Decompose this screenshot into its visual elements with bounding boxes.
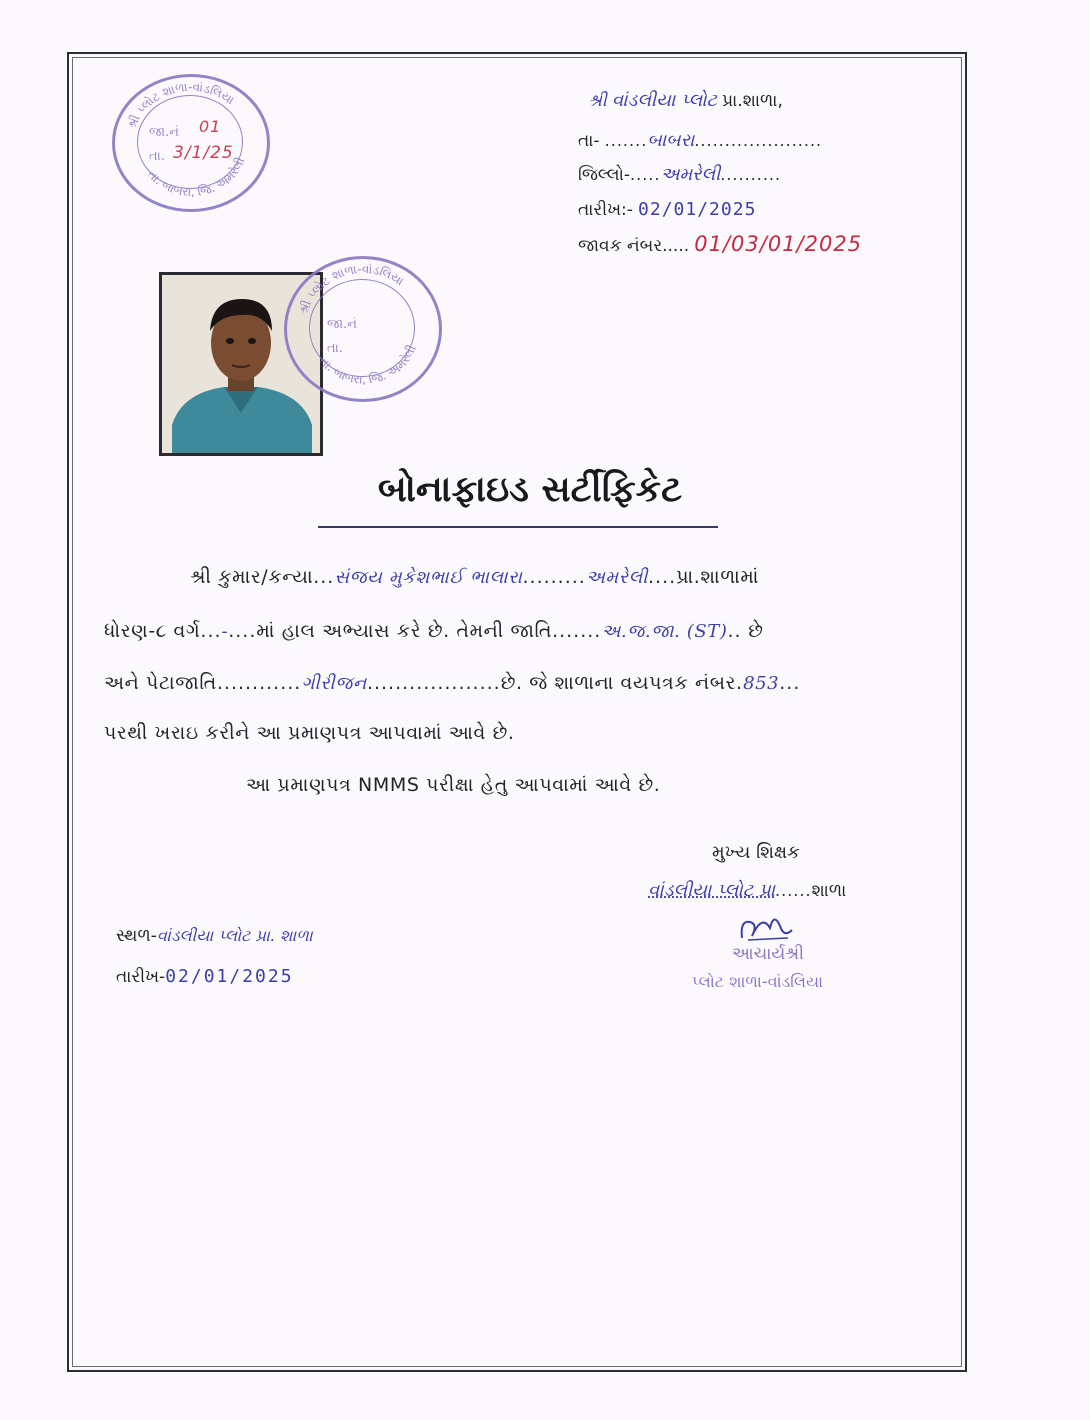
body-line-1: શ્રી કુમાર/કન્યા...સંજય મુકેશભાઈ ભાલારા.........અમરેલી....પ્રા.શાળામાં	[190, 566, 760, 588]
student-name: સંજય મુકેશભાઈ ભાલારા	[334, 567, 523, 588]
l1-suffix: પ્રા.શાળામાં	[676, 566, 760, 588]
stamp-bottom-text: તા. બાબરા, જિ. અમરેલી	[144, 155, 248, 199]
head-teacher-title: મુખ્ય શિક્ષક	[712, 842, 800, 863]
school-stamp-top	[112, 74, 270, 212]
footer-date-label: તારીખ-	[116, 967, 166, 987]
body-line-4: પરથી ખરાઇ કરીને આ પ્રમાણપત્ર આપવામાં આવે છે.	[104, 722, 515, 744]
l3-prefix: અને પેટાજાતિ	[104, 672, 217, 694]
footer-date-hand: 02/01/2025	[165, 966, 294, 987]
stamp-inward-label-2: જા.નં	[327, 317, 357, 332]
body-line-3: અને પેટાજાતિ............ગીરીજન...................છે. જે શાળાના વયપત્રક નંબર.853...	[104, 672, 801, 694]
footer-date-line	[116, 966, 294, 987]
l2-suffix: છે	[748, 620, 764, 642]
stamp-ring-text-2: શ્રી પ્લોટ શાળા-વાંડલિયા	[296, 261, 407, 316]
l3-mid: છે. જે શાળાના વયપત્રક નંબર	[500, 672, 737, 694]
stamp-bottom-text-2: તા. બાબરા, જિ. અમરેલી	[316, 342, 419, 387]
district-line: જિલ્લો-.....અમરેલી..........	[578, 164, 782, 185]
signature-school-suffix: શાળા	[811, 881, 847, 901]
l1-prefix: શ્રી કુમાર/કન્યા	[190, 566, 314, 588]
principal-signature	[736, 908, 796, 948]
body-line-2: ધોરણ-૮ વર્ગ...-....માં હાલ અભ્યાસ કરે છે. તેમની જાતિ.......અ.જ.જા. (ST).. છે	[104, 620, 764, 642]
school-stamp-photo	[284, 256, 442, 402]
taluka-hand: બાબરા	[647, 130, 695, 151]
stamp-date-prefix-2: તા.	[327, 341, 343, 356]
l1-school-hand: અમરેલી	[585, 567, 649, 588]
stamp-ring-text: શ્રી પ્લોટ શાળા-વાંડલિયા	[124, 79, 237, 131]
stamp-date-value: 3/1/25	[173, 143, 234, 163]
district-label: જિલ્લો-	[578, 165, 631, 185]
district-hand: અમરેલી	[660, 164, 721, 185]
signature-school-line: વાંડલીયા પ્લોટ પ્રા......શાળા	[648, 880, 847, 901]
date-hand: 02/01/2025	[638, 199, 757, 220]
title-underline	[318, 526, 718, 528]
stamp-inward-no: 01	[199, 117, 222, 136]
place-line	[116, 926, 313, 946]
subcaste-hand: ગીરીજન	[301, 673, 367, 694]
outward-label: જાવક નંબર.....	[578, 236, 690, 256]
place-label: સ્થળ-	[116, 926, 157, 946]
school-name-hand: વાંડલીયા પ્લોટ	[611, 90, 718, 111]
principal-school: પ્લોટ શાળા-વાંડલિયા	[692, 972, 824, 991]
outward-hand: 01/03/01/2025	[694, 232, 863, 256]
certificate-title: બોનાફાઇડ સર્ટીફિકેટ	[377, 468, 683, 510]
school-line	[588, 90, 783, 111]
class-hand: -	[221, 621, 229, 642]
svg-text:શ્રી પ્લોટ શાળા-વાંડલિયા	[296, 262, 406, 316]
place-hand: વાંડલીયા પ્લોટ પ્રા. શાળા	[156, 926, 313, 945]
stamp-date-prefix: તા.	[149, 149, 165, 164]
taluka-line: તા- .......બાબરા.....................	[578, 130, 823, 151]
stamp-inward-label: જા.નં	[149, 125, 179, 140]
body-line-5: આ પ્રમાણપત્ર NMMS પરીક્ષા હેતુ આપવામાં આવે છે.	[246, 774, 661, 796]
signature-school-hand: વાંડલીયા પ્લોટ પ્રા	[648, 880, 776, 901]
l2-mid: માં હાલ અભ્યાસ કરે છે. તેમની જાતિ	[256, 620, 553, 642]
caste-hand: અ.જ.જા. (ST)	[601, 621, 728, 642]
school-prefix: શ્રી	[588, 91, 607, 111]
outward-line	[578, 232, 862, 256]
taluka-label: તા-	[578, 131, 600, 151]
l2-prefix: ધોરણ-૮ વર્ગ	[104, 620, 201, 642]
principal-label: આચાર્યશ્રી	[732, 944, 805, 964]
date-line	[578, 199, 756, 220]
date-label: તારીખ:-	[578, 200, 633, 220]
register-hand: 853	[743, 673, 780, 694]
school-suffix: પ્રા.શાળા,	[722, 91, 783, 111]
